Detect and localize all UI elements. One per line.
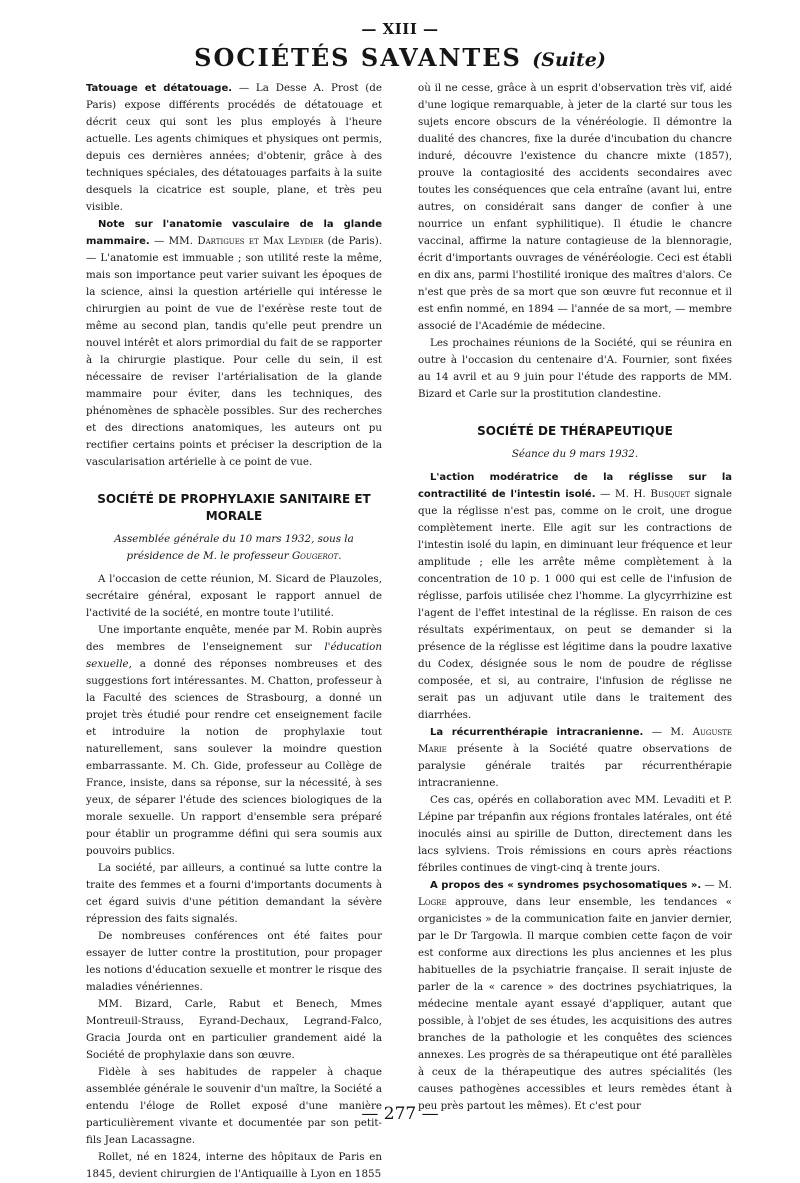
paragraph-lead: Tatouage et détatouage. [86, 83, 233, 94]
bottom-folio: — 277 — [361, 1104, 439, 1124]
top-folio: — XIII — [361, 20, 439, 38]
right-column [418, 80, 732, 1115]
paragraph-eloge: Fidèle à ses habitudes de rappeler à chaque assemblée générale le souvenir d'un maître, la Société a entendu l'éloge de Rollet exposé d'une manière particulièrement vivante et documentée par son petit-fils Jean Lacassagne. [86, 1066, 382, 1146]
paragraph-reunion: A l'occasion de cette réunion, M. Sicard de Plauzoles, secrétaire général, exposant le rapport annuel de l'activité de la société, en montre toute l'utilité. [86, 573, 382, 619]
paragraph-authors: — M. Auguste Marie [418, 726, 732, 755]
paragraph-lead: L'action modératrice de la réglisse sur la contractilité de l'intestin isolé. [418, 472, 732, 500]
section-subtitle-therapeutique: Séance du 9 mars 1932. [511, 448, 639, 460]
paragraph-recurrentherapie [418, 724, 732, 792]
paragraph-tatouage [86, 80, 382, 216]
paragraph-italic: l'éducation sexuelle [86, 641, 382, 670]
paragraph-anatomie [86, 216, 382, 471]
paragraph-text: présente à la Société quatre observations de paralysie générale traités par récurrenthérapie intracranienne. [418, 743, 732, 789]
left-column [86, 80, 382, 1183]
subtitle-name: Gougerot. [291, 550, 342, 562]
paragraph-authors: — M. Logre [418, 879, 732, 908]
paragraph-lead: Note sur l'anatomie vasculaire de la glande mammaire. [86, 219, 382, 247]
paragraph-enquete [86, 622, 382, 860]
paragraph-syndromes [418, 877, 732, 1115]
page-title-text: SOCIÉTÉS SAVANTES [194, 43, 522, 72]
paragraph-text: — La Desse A. Prost (de Paris) expose différents procédés de détatouage et décrit ceux qui sont les plus employés à l'heure actuelle. Les agents chimiques et physiques ont permis, depuis ces dernières années; d'obtenir, grâce à des techniques spéciales, des détatouages parfaits à la suite desquels la cicatrice est souple, plane, et très peu visible. [86, 82, 382, 213]
paragraph-rollet: Rollet, né en 1824, interne des hôpitaux de Paris en 1845, devient chirurgien de l'Antiquaille à Lyon en 1855 [86, 1151, 382, 1180]
paragraph-rollet-suite: où il ne cesse, grâce à un esprit d'observation très vif, aidé d'une logique remarquable, à jeter de la clarté sur tous les sujets encore obscurs de la vénéréologie. Il démontre la dualité des chancres, fixe la durée d'incubation du chancre induré, découvre l'existence du chancre mixte (1857), prouve la contagiosité des accidents secondaires avec toutes les conséquences que cela entraîne (avant lui, entre autres, on considérait sans danger de confier à une nourrice un enfant syphilitique). Il étudie le chancre vaccinal, affirme la nature contagieuse de la blennoragie, écrit d'importants ouvrages de vénéréologie. Ceci est établi en dix ans, parmi l'hostilité ironique des maîtres d'alors. Ce n'est que près de sa mort que son œuvre fut reconnue et il est enfin nommé, en 1894 — l'année de sa mort, — membre associé de l'Académie de médecine. [418, 82, 732, 332]
paragraph-text: approuve, dans leur ensemble, les tendances « organicistes » de la communication faite en janvier dernier, par le Dr Targowla. Il marque combien cette façon de voir est conforme aux directions les plus anciennes et les plus habituelles de la psychiatrie française. Il serait injuste de parler de la « carence » des doctrines psychiatriques, la médecine mentale ayant essayé d'appliquer, autant que possible, à l'objet de ses études, les acquisitions des autres branches de la pathologie et les conquêtes des sciences annexes. Les progrès de sa thérapeutique ont été parallèles à ceux de la thérapeutique des autres spécialités (les causes pathogènes accessibles et leurs remèdes étant à peu près partout les mêmes). Et c'est pour [418, 896, 732, 1112]
paragraph-lead: La récurrenthérapie intracranienne. [430, 727, 644, 738]
paragraph-lead: A propos des « syndromes psychosomatiques ». [430, 880, 702, 891]
page-title [0, 44, 800, 74]
paragraph-text: (de Paris). — L'anatomie est immuable ; son utilité reste la même, mais son importance peut varier suivant les époques de la science, ainsi la question artérielle qui intéresse le chirurgien au point de vue de l'exérèse reste tout de même au second plan, tandis qu'elle peut prendre un nouvel intérêt et alors primordial du fait de se rapporter à la chirurgie plastique. Pour celle du sein, il est nécessaire de reviser l'artérialisation de la glande mammaire pour éviter, dans les techniques, des phénomènes de sphacèle possibles. Sur des recherches et des directions anatomiques, les auteurs ont pu rectifier certains points et préciser la description de la vascularisation artérielle à ce point de vue. [86, 235, 382, 468]
subtitle-text: Assemblée générale du 10 mars 1932, sous la présidence de M. le professeur [114, 533, 354, 562]
paragraph-cas: Ces cas, opérés en collaboration avec MM. Levaditi et P. Lépine par trépanfin aux régions frontales latérales, ont été inoculés ainsi au spirille de Dutton, directement dans les lacs sylviens. Trois rémissions en cours après réactions fébriles continues de vingt-cinq à trente jours. [418, 794, 732, 874]
paragraph-text: signale que la réglisse n'est pas, comme on le croit, une drogue complètement inerte. Elle agit sur les contractions de l'intestin isolé du lapin, en diminuant leur fréquence et leur amplitude ; elle les arrête même complètement à la concentration de 10 p. 1 000 qui est celle de l'infusion de réglisse, parfois utilisée chez l'homme. La glycyrrhizine est l'agent de l'effet intestinal de la réglisse. En raison de ces résultats expérimentaux, on peut se demander si la présence de la réglisse est légitime dans la poudre laxative du Codex, désignée sous le nom de poudre de réglisse composée, et si, au contraire, l'infusion de réglisse ne serait pas un adjuvant utile dans le traitement des diarrhées. [418, 488, 733, 721]
paragraph-text: , a donné des réponses nombreuses et des suggestions fort intéressantes. M. Chatton, professeur à la Faculté des sciences de Strasbourg, a donné un projet très étudié pour rendre cet enseignement facile et introduire la notion de prophylaxie tout naturellement, sans soulever la moindre question embarrassante. M. Ch. Gide, professeur au Collège de France, insiste, dans sa réponse, sur la nécessité, à ses yeux, de séparer l'étude des sciences biologiques de la morale sexuelle. Un rapport d'ensemble sera préparé pour établir un programme défini qui sera soumis aux pouvoirs publics. [86, 658, 382, 857]
paragraph-authors: — M. H. Busquet [595, 488, 691, 500]
paragraph-conferences: De nombreuses conférences ont été faites pour essayer de lutter contre la prostitution, pour propager les notions d'éducation sexuelle et montrer le risque des maladies vénériennes. [86, 930, 382, 993]
section-heading-prophylaxie: SOCIÉTÉ DE PROPHYLAXIE SANITAIRE ET MORALE [97, 492, 371, 523]
page-title-suffix: (Suite) [532, 49, 606, 71]
paragraph-authors: — MM. Dartigues et Max Leydier [149, 235, 324, 247]
paragraph-membres: MM. Bizard, Carle, Rabut et Benech, Mmes Montreuil-Strauss, Eyrand-Dechaux, Legrand-Falco, Gracia Jourda ont en particulier grandement aidé la Société de prophylaxie dans son œuvre. [86, 998, 382, 1061]
paragraph-reglisse [418, 469, 732, 724]
section-subtitle-prophylaxie [86, 531, 382, 565]
paragraph-text: Une importante enquête, menée par M. Robin auprès des membres de l'enseignement sur [86, 624, 382, 653]
paragraph-traite: La société, par ailleurs, a continué sa lutte contre la traite des femmes et a fourni d'importants documents à cet égard suivis d'une pétition demandant la sévère répression des faits signalés. [86, 862, 382, 925]
paragraph-prochaines-reunions: Les prochaines réunions de la Société, qui se réunira en outre à l'occasion du centenaire d'A. Fournier, sont fixées au 14 avril et au 9 juin pour l'étude des rapports de MM. Bizard et Carle sur la prostitution clandestine. [418, 337, 732, 400]
section-heading-therapeutique: SOCIÉTÉ DE THÉRAPEUTIQUE [477, 424, 673, 438]
